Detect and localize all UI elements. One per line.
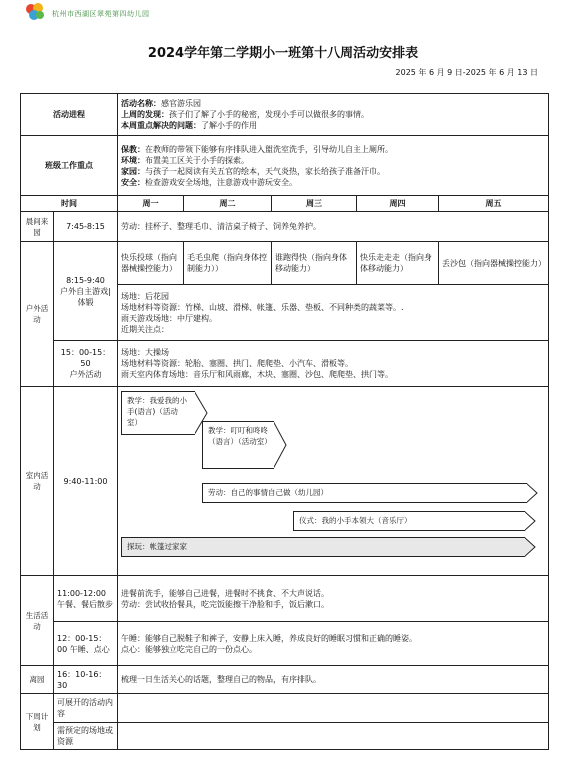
activity-teaching-1: 教学：我爱我的小手(语言)（活动室） bbox=[121, 391, 195, 435]
next-row1-content bbox=[118, 694, 549, 723]
leave-label: 离园 bbox=[21, 666, 54, 694]
next-row1-label: 可展开的活动内容 bbox=[54, 694, 118, 723]
life-time2: 12：00-15：00 午睡、点心 bbox=[54, 622, 118, 666]
focus-label: 班级工作重点 bbox=[21, 136, 118, 196]
time-header: 时间 bbox=[21, 196, 118, 212]
arrow-icon bbox=[524, 537, 536, 557]
indoor-activities bbox=[118, 387, 549, 576]
life-label: 生活活动 bbox=[21, 576, 54, 666]
life-time1: 11:00-12:00 午餐、餐后散步 bbox=[54, 576, 118, 622]
day-header: 周三 bbox=[272, 196, 357, 212]
morning-time: 7:45-8:15 bbox=[54, 212, 118, 242]
morning-label: 晨间来园 bbox=[21, 212, 54, 242]
leave-time: 16：10-16：30 bbox=[54, 666, 118, 694]
outdoor-time1: 8:15-9:40 户外自主游戏|体锻 bbox=[54, 242, 118, 341]
day-header: 周五 bbox=[439, 196, 549, 212]
outdoor-venue2: 场地：大操场 场地材料等资源：轮胎、塞圈、拱门、爬爬垫、小汽车、滑板等。 雨天室内体育场地：音乐厅和风雨廊，木块、塞圈、沙包、爬爬垫、拱门等。 bbox=[118, 341, 549, 387]
arrow-icon bbox=[273, 421, 287, 469]
school-name: 杭州市西湖区翠苑第四幼儿园 bbox=[52, 10, 150, 18]
school-logo bbox=[24, 2, 46, 22]
morning-content: 劳动：挂杯子、整理毛巾、清洁桌子椅子、饲养兔养护。 bbox=[118, 212, 549, 242]
game-cell: 谁跑得快（指向身体移动能力） bbox=[272, 242, 357, 285]
life-content2: 午睡：能够自己脱鞋子和裤子，安静上床入睡，养成良好的睡眠习惯和正确的睡姿。 点心：能够独立吃完自己的一份点心。 bbox=[118, 622, 549, 666]
date-range: 2025 年 6 月 9 日-2025 年 6 月 13 日 bbox=[395, 68, 538, 77]
arrow-icon bbox=[526, 483, 538, 503]
outdoor-label: 户外活动 bbox=[21, 242, 54, 387]
activity-teaching-2: 教学：叮叮和咚咚（语言）（活动室） bbox=[202, 421, 274, 469]
activity-labor: 劳动：自己的事情自己做（幼儿园） bbox=[202, 483, 527, 503]
day-header: 周二 bbox=[184, 196, 272, 212]
game-cell: 快乐走走走（指向身体移动能力） bbox=[357, 242, 439, 285]
next-row2-content bbox=[118, 723, 549, 750]
schedule-table bbox=[20, 93, 549, 750]
progress-label: 活动进程 bbox=[21, 94, 118, 136]
activity-explore: 探玩：帐篷过家家 bbox=[121, 537, 525, 557]
day-header: 周四 bbox=[357, 196, 439, 212]
progress-content: 活动名称：感官游乐园 上周的发现：孩子们了解了小手的秘密，发现小手可以做很多的事情。 本周重点解决的问题：了解小手的作用 bbox=[118, 94, 549, 136]
game-cell: 毛毛虫爬（指向身体控制能力）） bbox=[184, 242, 272, 285]
arrow-icon bbox=[524, 511, 536, 531]
page-title: 2024学年第二学期小一班第十八周活动安排表 bbox=[147, 46, 419, 61]
game-cell: 快乐投球（指向器械操控能力） bbox=[118, 242, 184, 285]
life-content1: 进餐前洗手，能够自己进餐，进餐时不挑食、不大声说话。 劳动：尝试收拾餐具，吃完饭能擦干净脸和手，饭后漱口。 bbox=[118, 576, 549, 622]
day-header: 周一 bbox=[118, 196, 184, 212]
indoor-label: 室内活动 bbox=[21, 387, 54, 576]
activity-ceremony: 仪式：我的小手本领大（音乐厅） bbox=[293, 511, 525, 531]
outdoor-time2: 15：00-15：50 户外活动 bbox=[54, 341, 118, 387]
next-row2-label: 需预定的场地或资源 bbox=[54, 723, 118, 750]
focus-content: 保教：在教师的带领下能够有序排队进入盥洗室洗手，引导幼儿自主上厕所。 环境：布置美工区关于小手的探索。 家园：与孩子一起阅读有关五官的绘本，天气炎热，家长给孩子准备汗巾。 安全：检查游戏安全场地，注意游戏中游玩安全。 bbox=[118, 136, 549, 196]
leave-content: 梳理一日生活关心的话题，整理自己的物品，有序排队。 bbox=[118, 666, 549, 694]
next-label: 下周计划 bbox=[21, 694, 54, 750]
game-cell: 丢沙包（指向器械操控能力） bbox=[439, 242, 549, 285]
outdoor-venue1: 场地：后花园 场地材料等资源：竹梯、山坡、滑梯、帐篷、乐器、垫板、不同种类的蔬菜等。. 雨天游戏场地：中厅建构。 近期关注点： bbox=[118, 285, 549, 341]
indoor-time: 9:40-11:00 bbox=[54, 387, 118, 576]
